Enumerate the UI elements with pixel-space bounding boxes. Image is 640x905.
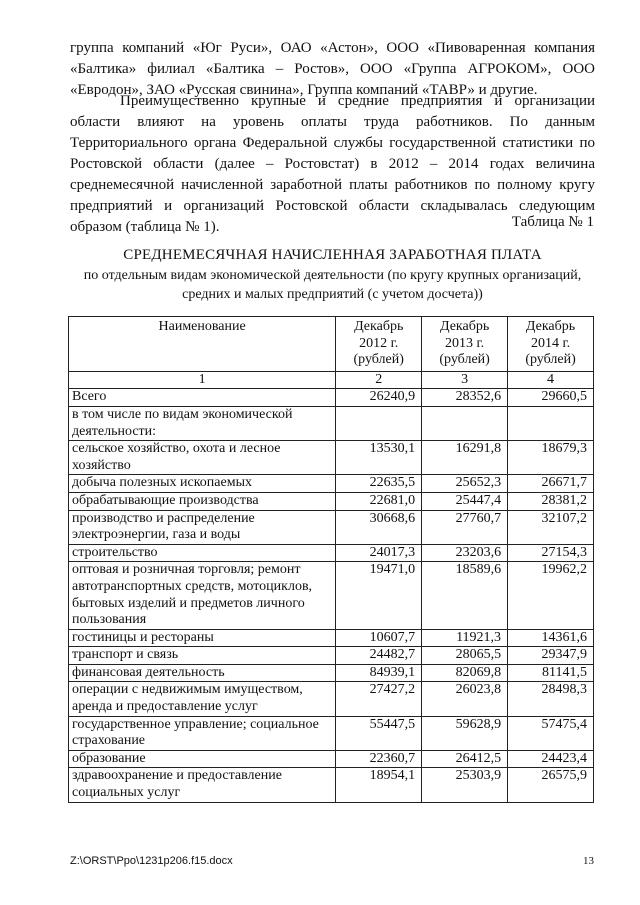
footer-page-number: 13 bbox=[583, 855, 594, 867]
header-2014: Декабрь 2014 г. (рублей) bbox=[508, 317, 594, 372]
index-cell: 1 bbox=[69, 371, 336, 389]
row-value: 27427,2 bbox=[336, 682, 422, 716]
index-cell: 2 bbox=[336, 371, 422, 389]
table-row bbox=[69, 544, 594, 562]
row-value: 11921,3 bbox=[422, 629, 508, 647]
row-value: 22635,5 bbox=[336, 475, 422, 493]
row-value: 18679,3 bbox=[508, 441, 594, 475]
row-value bbox=[422, 406, 508, 440]
row-value: 26412,5 bbox=[422, 750, 508, 768]
row-value: 24482,7 bbox=[336, 647, 422, 665]
table-row bbox=[69, 475, 594, 493]
row-value: 81141,5 bbox=[508, 664, 594, 682]
header-2012: Декабрь 2012 г. (рублей) bbox=[336, 317, 422, 372]
row-value: 25652,3 bbox=[422, 475, 508, 493]
paragraph-companies: группа компаний «Юг Руси», ОАО «Астон», ООО «Пивоваренная компания «Балтика» филиал «Балтика – Ростов», ООО «Группа АГРОКОМ», ООО «Евродон», ЗАО «Русская свинина», Группа компаний «ТАВР» и другие. bbox=[70, 40, 595, 98]
row-label: производство и распределение электроэнергии, газа и воды bbox=[69, 510, 336, 544]
row-value: 16291,8 bbox=[422, 441, 508, 475]
row-label: добыча полезных ископаемых bbox=[69, 475, 336, 493]
header-2013: Декабрь 2013 г. (рублей) bbox=[422, 317, 508, 372]
row-value: 18589,6 bbox=[422, 562, 508, 629]
row-label: государственное управление; социальное страхование bbox=[69, 716, 336, 750]
row-value: 28498,3 bbox=[508, 682, 594, 716]
row-value: 30668,6 bbox=[336, 510, 422, 544]
row-label: здравоохранение и предоставление социальных услуг bbox=[69, 768, 336, 802]
row-value: 22681,0 bbox=[336, 492, 422, 510]
table-row bbox=[69, 562, 594, 629]
table-row bbox=[69, 664, 594, 682]
table-row bbox=[69, 406, 594, 440]
table-row bbox=[69, 629, 594, 647]
table-subtitle: по отдельным видам экономической деятельности (по кругу крупных организаций, средних и малых предприятий (с учетом досчета)) bbox=[83, 268, 582, 302]
row-value: 23203,6 bbox=[422, 544, 508, 562]
row-value: 19962,2 bbox=[508, 562, 594, 629]
table-heading bbox=[70, 244, 595, 304]
table-row bbox=[69, 750, 594, 768]
row-value: 59628,9 bbox=[422, 716, 508, 750]
row-label: образование bbox=[69, 750, 336, 768]
row-value: 26023,8 bbox=[422, 682, 508, 716]
row-value: 57475,4 bbox=[508, 716, 594, 750]
table-index-row bbox=[69, 371, 594, 389]
table-row bbox=[69, 441, 594, 475]
row-value bbox=[336, 406, 422, 440]
row-value: 25303,9 bbox=[422, 768, 508, 802]
row-value: 10607,7 bbox=[336, 629, 422, 647]
row-value: 28352,6 bbox=[422, 389, 508, 407]
row-label: финансовая деятельность bbox=[69, 664, 336, 682]
row-value bbox=[508, 406, 594, 440]
table-header-row bbox=[69, 317, 594, 372]
row-value: 26240,9 bbox=[336, 389, 422, 407]
row-value: 28381,2 bbox=[508, 492, 594, 510]
row-value: 32107,2 bbox=[508, 510, 594, 544]
table-row bbox=[69, 647, 594, 665]
table-row bbox=[69, 768, 594, 802]
index-cell: 3 bbox=[422, 371, 508, 389]
row-value: 27760,7 bbox=[422, 510, 508, 544]
row-value: 29660,5 bbox=[508, 389, 594, 407]
table-row bbox=[69, 492, 594, 510]
header-name: Наименование bbox=[69, 317, 336, 372]
row-value: 84939,1 bbox=[336, 664, 422, 682]
table-caption: Таблица № 1 bbox=[511, 214, 594, 230]
row-label: обрабатывающие производства bbox=[69, 492, 336, 510]
row-label: транспорт и связь bbox=[69, 647, 336, 665]
row-label: операции с недвижимым имуществом, аренда и предоставление услуг bbox=[69, 682, 336, 716]
row-value: 19471,0 bbox=[336, 562, 422, 629]
row-value: 27154,3 bbox=[508, 544, 594, 562]
row-value: 82069,8 bbox=[422, 664, 508, 682]
table-row bbox=[69, 716, 594, 750]
row-value: 22360,7 bbox=[336, 750, 422, 768]
wages-table bbox=[68, 316, 594, 803]
row-value: 26575,9 bbox=[508, 768, 594, 802]
footer-file-path: Z:\ORST\Ppo\1231p206.f15.docx bbox=[70, 855, 233, 867]
row-value: 24423,4 bbox=[508, 750, 594, 768]
row-value: 24017,3 bbox=[336, 544, 422, 562]
table-row bbox=[69, 510, 594, 544]
row-value: 29347,9 bbox=[508, 647, 594, 665]
row-label: строительство bbox=[69, 544, 336, 562]
paragraph-wages-intro: Преимущественно крупные и средние предприятия и организации области влияют на уровень оплаты труда работников. По данным Территориального органа Федеральной службы государственной статистики по Ростовской области (далее – Ростовстат) в 2012 – 2014 годах величина среднемесячной начисленной заработной платы работников по полному кругу предприятий и организаций Ростовской области складывалась следующим образом (таблица № 1). bbox=[70, 93, 595, 235]
row-value: 55447,5 bbox=[336, 716, 422, 750]
row-label: оптовая и розничная торговля; ремонт автотранспортных средств, мотоциклов, бытовых изделий и предметов личного пользования bbox=[69, 562, 336, 629]
row-value: 25447,4 bbox=[422, 492, 508, 510]
row-label: сельское хозяйство, охота и лесное хозяйство bbox=[69, 441, 336, 475]
row-value: 18954,1 bbox=[336, 768, 422, 802]
index-cell: 4 bbox=[508, 371, 594, 389]
table-title: СРЕДНЕМЕСЯЧНАЯ НАЧИСЛЕННАЯ ЗАРАБОТНАЯ ПЛАТА bbox=[123, 247, 542, 263]
row-label: Всего bbox=[69, 389, 336, 407]
table-row bbox=[69, 682, 594, 716]
row-label: гостиницы и рестораны bbox=[69, 629, 336, 647]
row-label: в том числе по видам экономической деятельности: bbox=[69, 406, 336, 440]
row-value: 13530,1 bbox=[336, 441, 422, 475]
table-row bbox=[69, 389, 594, 407]
row-value: 14361,6 bbox=[508, 629, 594, 647]
row-value: 26671,7 bbox=[508, 475, 594, 493]
row-value: 28065,5 bbox=[422, 647, 508, 665]
